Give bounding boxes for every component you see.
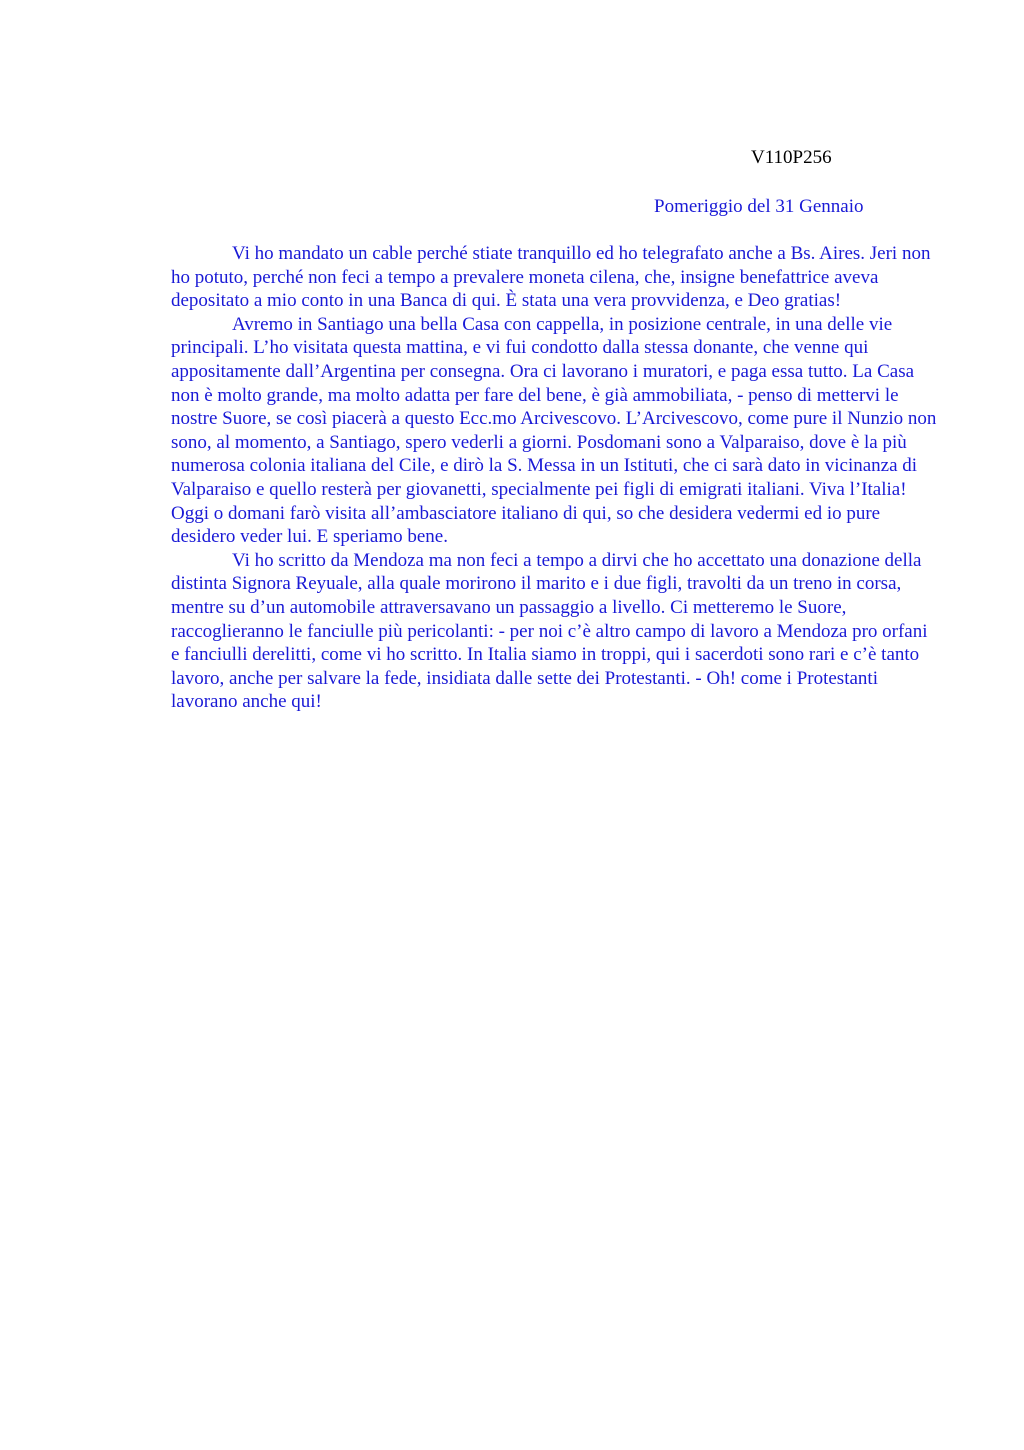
letter-body: [171, 242, 937, 714]
paragraph: Vi ho scritto da Mendoza ma non feci a tempo a dirvi che ho accettato una donazione della distinta Signora Reyuale, alla quale morirono il marito e i due figli, travolti da un treno in corsa, mentre su d’un automobile attraversavano un passaggio a livello. Ci metteremo le Suore, raccoglieranno le fanciulle più pericolanti: - per noi c’è altro campo di lavoro a Mendoza pro orfani e fanciulli derelitti, come vi ho scritto. In Italia siamo in troppi, qui i sacerdoti sono rari e c’è tanto lavoro, anche per salvare la fede, insidiata dalle sette dei Protestanti. - Oh! come i Protestanti lavorano anche qui!: [171, 549, 928, 713]
date-line: Pomeriggio del 31 Gennaio: [654, 196, 864, 217]
paragraph: Avremo in Santiago una bella Casa con cappella, in posizione centrale, in una delle vie principali. L’ho visitata questa mattina, e vi fui condotto dalla stessa donante, che venne qui appositamente dall’Argentina per consegna. Ora ci lavorano i muratori, e paga essa tutto. La Casa non è molto grande, ma molto adatta per fare del bene, è già ammobiliata, - penso di mettervi le nostre Suore, se così piacerà a questo Ecc.mo Arcivescovo. L’Arcivescovo, come pure il Nunzio non sono, al momento, a Santiago, spero vederli a giorni. Posdomani sono a Valparaiso, dove è la più numerosa colonia italiana del Cile, e dirò la S. Messa in un Istituti, che ci sarà dato in vicinanza di Valparaiso e quello resterà per giovanetti, specialmente pei figli di emigrati italiani. Viva l’Italia! Oggi o domani farò visita all’ambasciatore italiano di qui, so che desidera vedermi ed io pure desidero veder lui. E speriamo bene.: [171, 313, 937, 548]
reference-code: V110P256: [751, 147, 832, 168]
paragraph: Vi ho mandato un cable perché stiate tranquillo ed ho telegrafato anche a Bs. Aires. Jeri non ho potuto, perché non feci a tempo a prevalere moneta cilena, che, insigne benefattrice aveva depositato a mio conto in una Banca di qui. È stata una vera provvidenza, e Deo gratias!: [171, 243, 931, 312]
